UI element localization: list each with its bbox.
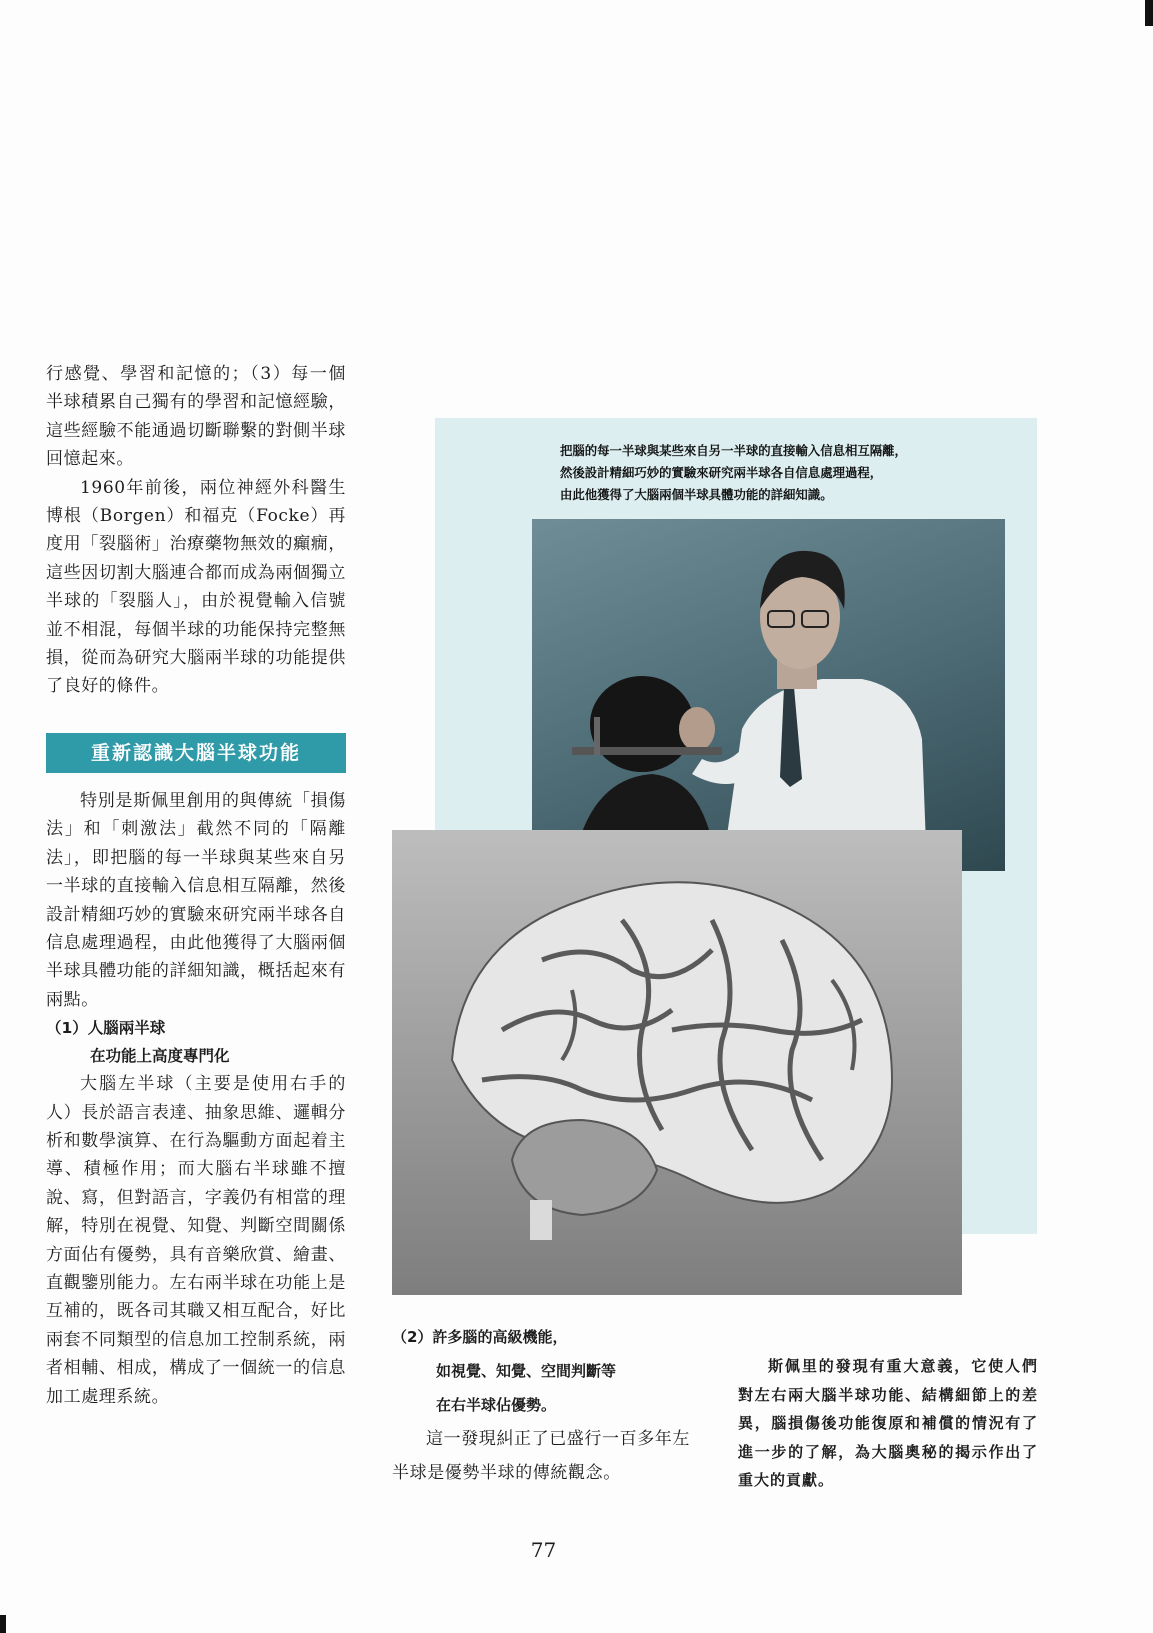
paragraph: 這一發現糾正了已盛行一百多年左半球是優勢半球的傳統觀念。 <box>392 1429 690 1483</box>
caption-line: 然後設計精細巧妙的實驗來研究兩半球各自信息處理過程， <box>560 465 883 480</box>
brain-model-photo <box>392 830 962 1295</box>
paragraph: 大腦左半球（主要是使用右手的人）長於語言表達、抽象思維、邏輯分析和數學演算、在行為驅動方面起着主導、積極作用；而大腦右半球雖不擅說、寫，但對語言，字義仍有相當的理解，特別在視覺、知覺、判斷空間關係方面佔有優勢，具有音樂欣賞、繪畫、直觀鑒別能力。左右兩半球在功能上是互補的，既各司其職又相互配合，好比兩套不同類型的信息加工控制系統，兩者相輔、相成，構成了一個統一的信息加工處理系統。 <box>46 1074 346 1407</box>
paragraph: 斯佩里的發現有重大意義，它使人們對左右兩大腦半球功能、結構細節上的差異，腦損傷後功能復原和補償的情況有了進一步的了解，為大腦奧秘的揭示作出了重大的貢獻。 <box>738 1357 1038 1489</box>
left-text-column <box>46 360 346 1411</box>
paragraph: 行感覺、學習和記憶的；（3）每一個半球積累自己獨有的學習和記憶經驗，這些經驗不能通過切斷聯繫的對側半球回憶起來。 <box>46 364 346 470</box>
doctor-patient-illustration <box>532 519 1005 871</box>
point-heading: （2）許多腦的高級機能， <box>392 1328 568 1346</box>
right-text-column <box>738 1352 1038 1495</box>
point-heading: （1）人腦兩半球 <box>46 1019 166 1038</box>
point-heading: 在右半球佔優勢。 <box>436 1396 557 1414</box>
caption-line: 由此他獲得了大腦兩個半球具體功能的詳細知識。 <box>560 487 833 502</box>
scan-edge-mark <box>0 1615 6 1633</box>
section-header: 重新認識大腦半球功能 <box>46 733 346 773</box>
page-number: 77 <box>530 1538 557 1562</box>
figure-caption <box>560 440 1020 506</box>
doctor-patient-photo <box>532 519 1005 871</box>
middle-text-column <box>392 1320 702 1490</box>
scan-edge-mark <box>1145 0 1153 26</box>
point-heading: 如視覺、知覺、空間判斷等 <box>436 1362 617 1380</box>
caption-line: 把腦的每一半球與某些來自另一半球的直接輸入信息相互隔離， <box>560 443 907 458</box>
brain-model-illustration <box>392 830 962 1295</box>
paragraph: 特別是斯佩里創用的與傳統「損傷法」和「刺激法」截然不同的「隔離法」，即把腦的每一半球與某些來自另一半球的直接輸入信息相互隔離，然後設計精細巧妙的實驗來研究兩半球各自信息處理過程，由此他獲得了大腦兩個半球具體功能的詳細知識，概括起來有兩點。 <box>46 790 346 1010</box>
paragraph: 1960年前後，兩位神經外科醫生博根（Borgen）和福克（Focke）再度用「裂腦術」治療藥物無效的癲癇，這些因切割大腦連合都而成為兩個獨立半球的「裂腦人」，由於視覺輸入信號並不相混，每個半球的功能保持完整無損，從而為研究大腦兩半球的功能提供了良好的條件。 <box>46 477 346 697</box>
point-heading: 在功能上高度專門化 <box>90 1047 230 1066</box>
